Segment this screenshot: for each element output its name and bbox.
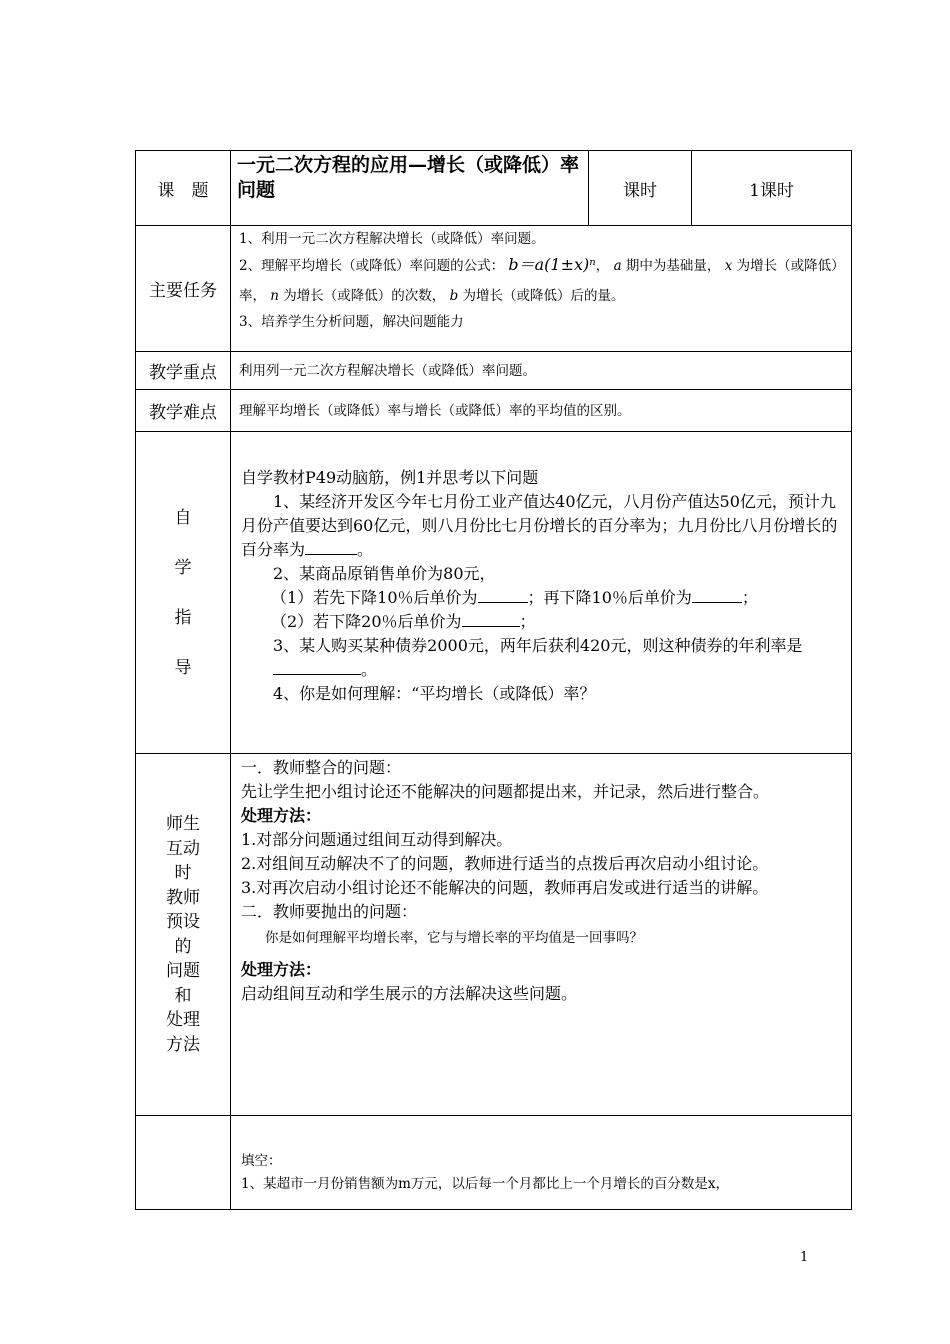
section-2-text: 你是如何理解平均增长率，它与与增长率的平均值是一回事吗？	[265, 930, 643, 946]
page-number: 1	[800, 1250, 809, 1265]
question-2-part-1: （1）若先下降10％后单价为 ；再下降10％后单价为 ；	[271, 588, 758, 607]
formula: b＝a(1±x)ⁿ	[508, 255, 596, 274]
period-label: 课时	[589, 151, 692, 226]
lesson-plan-table	[135, 150, 852, 1210]
question-2-part-2: （2）若下降20％后单价为 ；	[271, 612, 536, 631]
practice-title: 填空：	[241, 1153, 282, 1169]
self-study-content	[231, 432, 852, 754]
task-item-2: 2、理解平均增长（或降低）率问题的公式： b＝a(1±x)ⁿ， a 期中为基础量， x 为增长（或降低）率， n 为增长（或降低）的次数， b 为增长（或降低）后的量。	[239, 255, 838, 304]
practice-content	[231, 1116, 852, 1210]
self-study-intro: 自学教材P49动脑筋，例1并思考以下问题	[241, 468, 539, 487]
method-2-text: 启动组间互动和学生展示的方法解决这些问题。	[241, 984, 578, 1003]
key-point-label: 教学重点	[136, 352, 231, 390]
question-4: 4、你是如何理解：“平均增长（或降低）率？	[273, 684, 596, 703]
method-2-title: 处理方法：	[241, 960, 322, 979]
practice-question-1: 1、某超市一月份销售额为m万元，以后每一个月都比上一个月增长的百分数是x，	[241, 1176, 730, 1192]
interaction-label: 师生 互动 时 教师 预设 的 问题 和 处理 方法	[136, 754, 231, 1116]
lesson-title: 一元二次方程的应用—增长（或降低）率问题	[231, 151, 589, 226]
tasks-label: 主要任务	[136, 226, 231, 352]
section-1-text: 先让学生把小组讨论还不能解决的问题都提出来，并记录，然后进行整合。	[241, 782, 770, 801]
method-1-title: 处理方法：	[241, 806, 322, 825]
method-step-1: 1.对部分问题通过组间互动得到解决。	[241, 830, 513, 849]
period-value: 1课时	[692, 151, 852, 226]
question-3: 3、某人购买某种债券2000元，两年后获利420元，则这种债券的年利率是。	[273, 636, 803, 679]
course-label: 课 题	[136, 151, 231, 226]
key-point-text: 利用列一元二次方程解决增长（或降低）率问题。	[231, 352, 852, 390]
difficulty-text: 理解平均增长（或降低）率与增长（或降低）率的平均值的区别。	[231, 390, 852, 432]
question-1: 1、某经济开发区今年七月份工业产值达40亿元，八月份产值达50亿元，预计九月份产值要达到60亿元，则八月份比七月份增长的百分率为；九月份比八月份增长的百分率为 。	[241, 492, 838, 559]
method-step-3: 3.对再次启动小组讨论还不能解决的问题，教师再启发或进行适当的讲解。	[241, 878, 769, 897]
task-item-3: 3、培养学生分析问题，解决问题能力	[239, 314, 464, 330]
question-2: 2、某商品原销售单价为80元，	[273, 564, 496, 583]
section-1-title: 一．教师整合的问题：	[241, 758, 402, 777]
method-step-2: 2.对组间互动解决不了的问题，教师进行适当的点拨后再次启动小组讨论。	[241, 854, 769, 873]
tasks-content	[231, 226, 852, 352]
self-study-label: 自 学 指 导	[136, 432, 231, 754]
section-2-title: 二．教师要抛出的问题：	[241, 902, 418, 921]
difficulty-label: 教学难点	[136, 390, 231, 432]
interaction-content	[231, 754, 852, 1116]
task-item-1: 1、利用一元二次方程解决增长（或降低）率问题。	[239, 231, 545, 247]
practice-label	[136, 1116, 231, 1210]
